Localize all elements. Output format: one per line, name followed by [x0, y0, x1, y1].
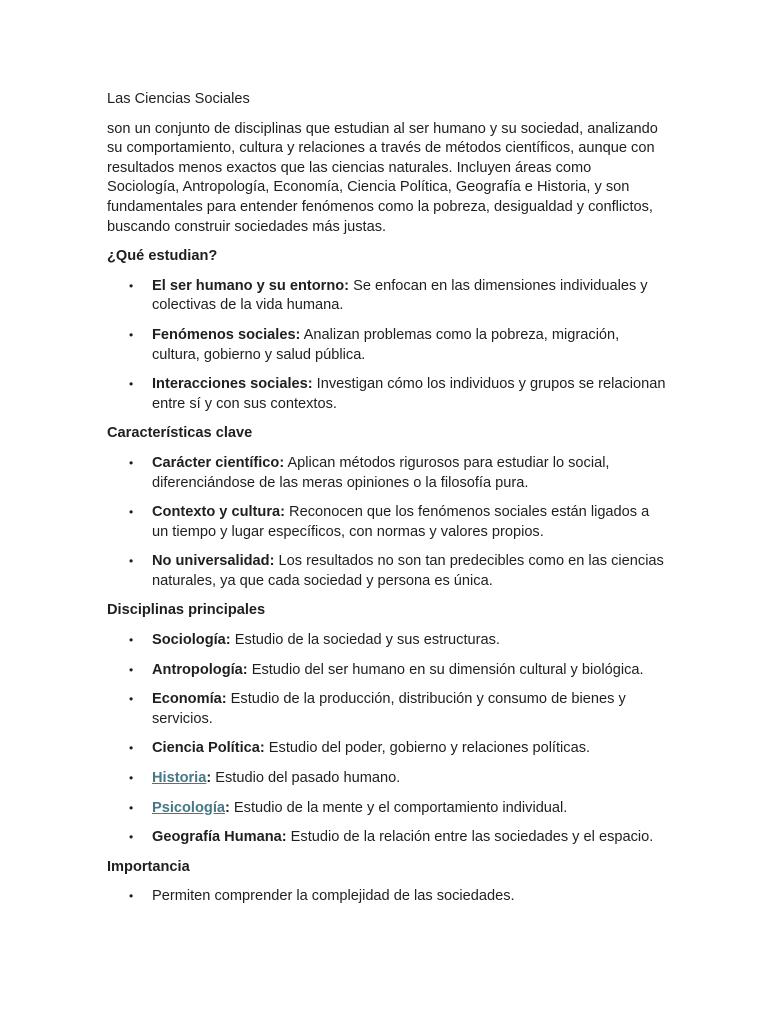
bullet-icon: • — [129, 662, 134, 677]
list-item — [107, 375, 667, 414]
list-item — [107, 887, 667, 907]
item-colon: : — [206, 770, 212, 787]
item-term: Economía: — [152, 691, 227, 708]
item-text: Permiten comprender la complejidad de las sociedades. — [152, 888, 515, 905]
item-term: Sociología: — [152, 632, 231, 649]
list-item — [107, 799, 667, 819]
item-text: Estudio del pasado humano. — [211, 770, 401, 787]
item-text: Se enfocan en las dimensiones individuales y colectivas de la vida humana. — [152, 277, 648, 314]
item-text: Analizan problemas como la pobreza, migración, cultura, gobierno y salud pública. — [152, 326, 620, 363]
list-item — [107, 769, 667, 789]
item-text: Aplican métodos rigurosos para estudiar lo social, diferenciándose de las meras opiniones o la filosofía pura. — [152, 454, 610, 491]
item-term: Interacciones sociales: — [152, 376, 313, 393]
bullet-icon: • — [129, 554, 134, 569]
item-text: Estudio de la sociedad y sus estructuras. — [230, 632, 500, 649]
list-item — [107, 503, 667, 542]
bullet-icon: • — [129, 889, 134, 904]
item-text: Investigan cómo los individuos y grupos se relacionan entre sí y con sus contextos. — [152, 376, 666, 412]
list-item — [107, 661, 667, 681]
bullet-icon: • — [129, 741, 134, 756]
bullet-icon: • — [129, 771, 134, 786]
bullet-icon: • — [129, 633, 134, 648]
bullet-icon: • — [129, 455, 134, 470]
intro-paragraph: son un conjunto de disciplinas que estudian al ser humano y su sociedad, analizando su comportamiento, cultura y relaciones a través de métodos científicos, aunque con resultados menos exactos que las ciencias naturales. Incluyen áreas como Sociología, Antropología, Economía, Ciencia Política, Geografía e Historia, y son fundamentales para entender fenómenos como la pobreza, desigualdad y conflictos, buscando construir sociedades más justas. — [107, 120, 658, 235]
item-term: Antropología: — [152, 661, 248, 678]
list-item — [107, 739, 667, 759]
item-text: Estudio del poder, gobierno y relaciones políticas. — [264, 740, 591, 757]
item-text: Estudio de la producción, distribución y consumo de bienes y servicios. — [152, 691, 626, 727]
item-text: Estudio del ser humano en su dimensión cultural y biológica. — [247, 661, 644, 678]
bullet-icon: • — [129, 377, 134, 392]
historia-link[interactable]: Historia — [152, 770, 207, 787]
list-item — [107, 552, 667, 591]
section-heading-importancia: Importancia — [107, 858, 190, 875]
section-heading-caracteristicas: Características clave — [107, 425, 253, 442]
section-heading-disciplinas: Disciplinas principales — [107, 602, 266, 619]
bullet-icon: • — [129, 800, 134, 815]
item-term: Geografía Humana: — [152, 829, 287, 846]
bullet-icon: • — [129, 505, 134, 520]
list-item — [107, 828, 667, 848]
psicologia-link[interactable]: Psicología — [152, 799, 225, 816]
item-term: El ser humano y su entorno: — [152, 277, 350, 294]
item-text: Estudio de la relación entre las sociedades y el espacio. — [286, 829, 654, 846]
section-heading-que-estudian: ¿Qué estudian? — [107, 248, 218, 265]
list-item — [107, 690, 667, 729]
bullet-icon: • — [129, 327, 134, 342]
bullet-icon: • — [129, 278, 134, 293]
item-text: Reconocen que los fenómenos sociales están ligados a un tiempo y lugar específicos, con normas y valores propios. — [152, 504, 650, 540]
bullet-list — [107, 631, 667, 848]
item-term: Contexto y cultura: — [152, 504, 285, 521]
document-title: Las Ciencias Sociales — [107, 91, 250, 107]
list-item — [107, 454, 667, 493]
item-term: Fenómenos sociales: — [152, 326, 301, 343]
list-item — [107, 326, 667, 365]
item-colon: : — [225, 799, 230, 816]
document-page — [107, 90, 667, 917]
item-text: Los resultados no son tan predecibles como en las ciencias naturales, ya que cada sociedad y persona es única. — [152, 553, 664, 589]
list-item — [107, 631, 667, 651]
item-term: No universalidad: — [152, 553, 275, 570]
list-item — [107, 277, 667, 316]
item-term: Carácter científico: — [152, 454, 285, 471]
bullet-icon: • — [129, 692, 134, 707]
bullet-list — [107, 887, 667, 907]
item-text: Estudio de la mente y el comportamiento individual. — [229, 799, 568, 816]
bullet-list — [107, 277, 667, 415]
item-term: Ciencia Política: — [152, 740, 265, 757]
bullet-list — [107, 454, 667, 592]
bullet-icon: • — [129, 830, 134, 845]
